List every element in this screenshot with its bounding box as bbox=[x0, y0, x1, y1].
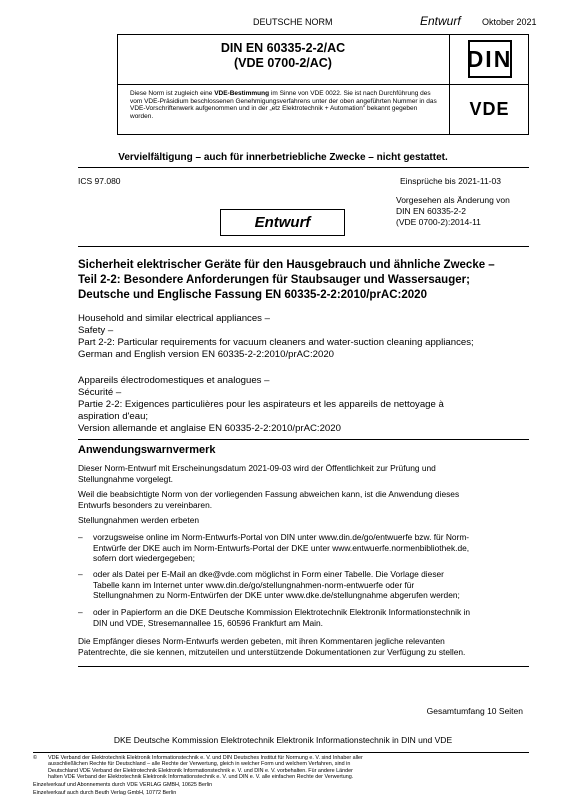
title-english-line: Part 2-2: Particular requirements for vacuum cleaners and water-suction cleaning appliances; bbox=[78, 337, 474, 348]
title-german-line: Sicherheit elektrischer Geräte für den Hausgebrauch und ähnliche Zwecke – bbox=[78, 259, 495, 271]
warning-paragraph-2 bbox=[78, 489, 529, 510]
title-french bbox=[78, 375, 533, 435]
divider-middle bbox=[78, 246, 529, 247]
copyright-notice bbox=[33, 755, 533, 781]
title-english-line: German and English version EN 60335-2-2:2010/prAC:2020 bbox=[78, 349, 334, 360]
paragraph-line: Die Empfänger dieses Norm-Entwurfs werden gebeten, mit ihren Kommentaren jegliche relevanten bbox=[78, 636, 445, 646]
warning-paragraph-3: Stellungnahmen werden erbeten bbox=[78, 515, 200, 525]
paragraph-line: Entwurfs besonders zu vereinbaren. bbox=[78, 499, 213, 510]
title-french-line: Appareils électrodomestiques et analogues – bbox=[78, 375, 270, 386]
copyright-symbol: © bbox=[33, 755, 37, 761]
title-french-line: aspiration d'eau; bbox=[78, 411, 149, 422]
vorgesehen-line: (VDE 0700-2):2014-11 bbox=[396, 217, 481, 227]
title-english bbox=[78, 313, 533, 361]
warning-paragraph-1 bbox=[78, 463, 529, 484]
norm-type-label: DEUTSCHE NORM bbox=[253, 17, 333, 27]
einspruch-deadline: Einsprüche bis 2021-11-03 bbox=[400, 176, 501, 186]
list-item bbox=[78, 569, 529, 601]
bullet-dash: – bbox=[78, 532, 83, 542]
divider-bottom bbox=[78, 666, 529, 667]
document-number bbox=[117, 34, 450, 84]
footer-divider bbox=[33, 752, 529, 753]
title-english-line: Safety – bbox=[78, 325, 114, 336]
ics-code: ICS 97.080 bbox=[78, 176, 121, 186]
bullet-line: sofern dort wiedergegeben; bbox=[93, 553, 195, 563]
title-german-line: Deutsche und Englische Fassung EN 60335-2-2:2010/prAC:2020 bbox=[78, 289, 427, 301]
paragraph-line: Patentrechte, die sie kennen, mitzuteilen und unterstützende Dokumentationen zur Verfügung zu stellen. bbox=[78, 646, 466, 657]
bullet-line: DIN und VDE, Stresemannallee 15, 60596 Frankfurt am Main. bbox=[93, 617, 323, 628]
entwurf-box: Entwurf bbox=[220, 209, 345, 236]
document-number-line1: DIN EN 60335-2-2/AC bbox=[220, 41, 346, 55]
copyright-line: VDE Verband der Elektrotechnik Elektronik Informationstechnik e. V. und DIN Deutsches Institut für Normung e. V. sind Inhaber aller bbox=[48, 755, 363, 761]
sales-line-2: Einzelverkauf auch durch Beuth Verlag GmbH, 10772 Berlin bbox=[33, 790, 177, 796]
list-item bbox=[78, 607, 529, 628]
sales-line-1: Einzelverkauf und Abonnements durch VDE VERLAG GMBH, 10625 Berlin bbox=[33, 782, 213, 788]
bullet-line: oder als Datei per E-Mail an dke@vde.com möglichst in Form einer Tabelle. Die Vorlage dieser bbox=[93, 569, 444, 579]
dke-line: DKE Deutsche Kommission Elektrotechnik Elektronik Informationstechnik in DIN und VDE bbox=[113, 735, 453, 745]
vde-logo: VDE bbox=[469, 99, 510, 119]
divider-top bbox=[78, 167, 529, 168]
vde-notice-bold: VDE-Bestimmung bbox=[214, 90, 270, 97]
vorgesehen-line: Vorgesehen als Änderung von bbox=[396, 195, 510, 205]
title-german bbox=[78, 258, 533, 303]
copyright-line: Deutschland VDE Verband der Elektrotechnik Elektronik Informationstechnik e. V. und DIN e. V. vorbehalten. Für andere Länder bbox=[48, 767, 353, 774]
bullet-line: vorzugsweise online im Norm-Entwurfs-Portal von DIN unter www.din.de/go/entwuerfe bzw. für Norm- bbox=[93, 532, 470, 542]
bullet-line: Stellungnahmen zu Norm-Entwürfen der DKE unter www.dke.de/stellungnahme abgerufen werden; bbox=[93, 590, 460, 600]
vorgesehen-note bbox=[396, 195, 510, 228]
din-logo: DIN bbox=[468, 40, 512, 78]
title-french-line: Partie 2-2: Exigences particulières pour les aspirateurs et les appareils de nettoyage à bbox=[78, 399, 444, 410]
divider-warning bbox=[78, 439, 529, 440]
issue-date: Oktober 2021 bbox=[482, 17, 537, 27]
title-french-line: Version allemande et anglaise EN 60335-2-2:2010/prAC:2020 bbox=[78, 423, 341, 434]
paragraph-line: Dieser Norm-Entwurf mit Erscheinungsdatum 2021-09-03 wird der Öffentlichkeit zur Prüfung und bbox=[78, 463, 436, 473]
title-english-line: Household and similar electrical appliances – bbox=[78, 313, 270, 324]
warning-heading: Anwendungswarnvermerk bbox=[78, 444, 216, 456]
bullet-dash: – bbox=[78, 607, 83, 617]
total-pages: Gesamtumfang 10 Seiten bbox=[426, 706, 523, 716]
bullet-dash: – bbox=[78, 569, 83, 579]
title-french-line: Sécurité – bbox=[78, 387, 122, 398]
paragraph-line: Weil die beabsichtigte Norm von der vorliegenden Fassung abweichen kann, ist die Anwendung dieses bbox=[78, 489, 460, 499]
title-german-line: Teil 2-2: Besondere Anforderungen für Staubsauger und Wassersauger; bbox=[78, 274, 470, 286]
document-number-line2: (VDE 0700-2/AC) bbox=[234, 56, 332, 70]
vde-notice-pre: Diese Norm ist zugleich eine bbox=[130, 90, 215, 97]
din-logo-cell bbox=[450, 34, 529, 84]
bullet-line: Entwürfe der DKE auch im Norm-Entwurfs-Portal der DKE unter www.entwuerfe.normenbibliothek.de, bbox=[93, 542, 470, 553]
entwurf-label: Entwurf bbox=[420, 14, 461, 28]
reproduction-notice: Vervielfältigung – auch für innerbetriebliche Zwecke – nicht gestattet. bbox=[118, 152, 448, 163]
vorgesehen-line: DIN EN 60335-2-2 bbox=[396, 206, 466, 216]
warning-paragraph-4 bbox=[78, 636, 529, 657]
bullet-line: oder in Papierform an die DKE Deutsche Kommission Elektrotechnik Elektronik Informationstechnik in bbox=[93, 607, 471, 617]
copyright-line: ausschließlichen Rechte für Deutschland – alle Rechte der Verwertung, gleich in welcher Form und welchem Verfahren, sind in bbox=[48, 761, 351, 768]
paragraph-line: Stellungnahme vorgelegt. bbox=[78, 473, 173, 484]
vde-notice-post: im Sinne von VDE 0022. Sie ist nach Durchführung des vom VDE-Präsidium beschlossenen Genehmigungsverfahrens unter der oben angeführten Nummer in das VDE-Vorschriftenwerk aufgenommen und in der „etz Elektrotechnik + Automation" bekannt gegeben worden. bbox=[130, 90, 437, 120]
list-item bbox=[78, 532, 529, 564]
vde-notice bbox=[117, 84, 450, 135]
copyright-line: halten VDE Verband der Elektrotechnik Elektronik Informationstechnik e. V. und DIN e. V. alle einfachen Rechte der Verwertung. bbox=[48, 774, 354, 781]
bullet-line: Tabelle kann im Internet unter www.din.de/go/stellungnahmen-norm-entwuerfe oder für bbox=[93, 579, 415, 590]
